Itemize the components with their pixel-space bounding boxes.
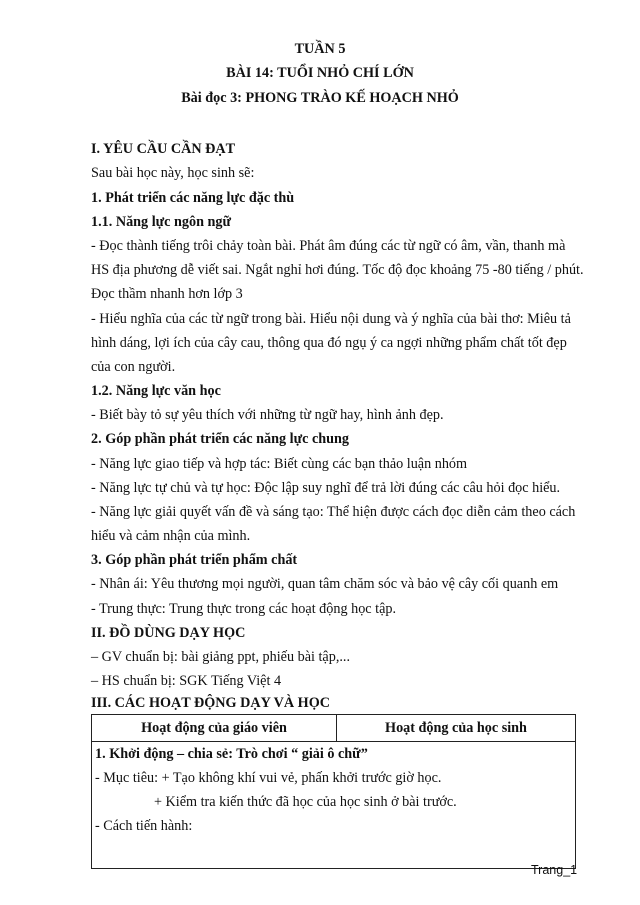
paragraph-line: - Hiểu nghĩa của các từ ngữ trong bài. Hiểu nội dung và ý nghĩa của bài thơ: Miêu tả: [91, 311, 571, 327]
paragraph-line: - Đọc thành tiếng trôi chảy toàn bài. Phát âm đúng các từ ngữ có âm, vần, thanh mà: [91, 238, 566, 254]
section-heading-materials: II. ĐỒ DÙNG DẠY HỌC: [91, 625, 246, 641]
lesson-title: BÀI 14: TUỔI NHỎ CHÍ LỚN: [226, 65, 414, 81]
reading-title: Bài đọc 3: PHONG TRÀO KẾ HOẠCH NHỎ: [181, 90, 459, 106]
section-heading-activities: III. CÁC HOẠT ĐỘNG DẠY VÀ HỌC: [91, 695, 330, 711]
table-cell: [92, 742, 576, 869]
paragraph-line: - Năng lực giải quyết vấn đề và sáng tạo: Thể hiện được cách đọc diễn cảm theo cách: [91, 504, 576, 520]
activity-goal: + Kiểm tra kiến thức đã học của học sinh ở bài trước.: [154, 794, 457, 810]
page-number: Trang_1: [531, 863, 578, 877]
paragraph-line: Đọc thầm nhanh hơn lớp 3: [91, 286, 243, 302]
paragraph-line: HS địa phương dễ viết sai. Ngắt nghỉ hơi đúng. Tốc độ đọc khoảng 75 -80 tiếng / phút.: [91, 262, 584, 278]
week-heading: TUẦN 5: [294, 41, 346, 57]
subheading-literature-skill: 1.2. Năng lực văn học: [91, 383, 221, 399]
subheading-qualities: 3. Góp phần phát triển phẩm chất: [91, 552, 298, 568]
paragraph-line: hiểu và cảm nhận của mình.: [91, 528, 251, 544]
paragraph-line: - Năng lực giao tiếp và hợp tác: Biết cùng các bạn thảo luận nhóm: [91, 456, 468, 472]
activities-table: [91, 714, 576, 869]
paragraph-line: - Nhân ái: Yêu thương mọi người, quan tâm chăm sóc và bảo vệ cây cối quanh em: [91, 576, 559, 592]
table-row: [92, 742, 576, 869]
paragraph-line: của con người.: [91, 359, 176, 375]
activity-title: 1. Khởi động – chia sẻ: Trò chơi “ giải ô chữ”: [95, 746, 368, 762]
subheading-specific-skills: 1. Phát triển các năng lực đặc thù: [91, 190, 295, 206]
subheading-language-skill: 1.1. Năng lực ngôn ngữ: [91, 214, 232, 230]
materials-item: – GV chuẩn bị: bài giảng ppt, phiếu bài tập,...: [91, 649, 351, 665]
column-header-student: Hoạt động của học sinh: [337, 715, 576, 742]
intro-text: Sau bài học này, học sinh sẽ:: [91, 165, 255, 181]
paragraph-line: hình dáng, lợi ích của cây cau, thông qua đó ngụ ý ca ngợi những phẩm chất tốt đẹp: [91, 335, 567, 351]
activity-method: - Cách tiến hành:: [95, 818, 193, 834]
paragraph-line: - Năng lực tự chủ và tự học: Độc lập suy nghĩ để trả lời đúng các câu hỏi đọc hiểu.: [91, 480, 561, 496]
subheading-general-skills: 2. Góp phần phát triển các năng lực chung: [91, 431, 350, 447]
column-header-teacher: Hoạt động của giáo viên: [92, 715, 337, 742]
materials-item: – HS chuẩn bị: SGK Tiếng Việt 4: [91, 673, 282, 689]
paragraph-line: - Biết bày tỏ sự yêu thích với những từ ngữ hay, hình ảnh đẹp.: [91, 407, 444, 423]
table-header-row: [92, 715, 576, 742]
activity-goal: - Mục tiêu: + Tạo không khí vui vẻ, phấn khởi trước giờ học.: [95, 770, 442, 786]
section-heading-requirements: I. YÊU CẦU CẦN ĐẠT: [91, 141, 236, 157]
paragraph-line: - Trung thực: Trung thực trong các hoạt động học tập.: [91, 601, 397, 617]
